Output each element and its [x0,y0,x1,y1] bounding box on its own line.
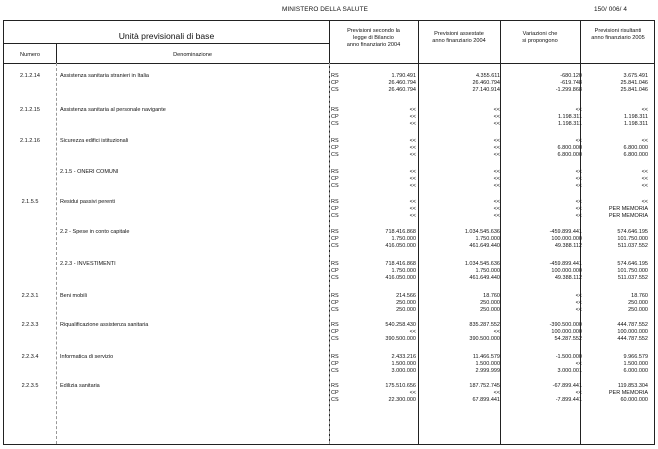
value-cell: << [641,176,648,182]
value-cell: << [493,169,500,175]
header-col1-line: legge di Bilancio [353,34,394,41]
header-denominazione: Denominazione [173,52,212,58]
value-cell: 187.752.745 [469,383,500,389]
value-cell: 574.646.195 [617,261,648,267]
value-cell: 835.287.552 [469,322,500,328]
row-kind-label: CP [331,268,339,274]
value-cell: 1.500.000 [391,361,416,367]
value-cell: 25.841.046 [620,80,648,86]
value-cell: PER MEMORIA [608,213,648,219]
row-code: 2.2.3.4 [21,354,39,360]
value-cell: << [409,152,416,158]
header-numero: Numero [20,52,40,58]
value-cell: 3.000.000 [391,368,416,374]
value-cell: 11.466.579 [472,354,500,360]
value-cell: 1.790.491 [391,73,416,79]
row-description: Riqualificazione assistenza sanitaria [60,322,149,328]
column-divider [500,21,501,444]
value-cell: 444.787.552 [617,322,648,328]
value-cell: 250.000 [480,307,500,313]
header-col3 [500,31,580,45]
value-cell: 250.000 [628,300,648,306]
value-cell: 718.416.868 [385,229,416,235]
value-cell: 25.841.046 [620,87,648,93]
row-kind-label: CP [331,390,339,396]
row-kind-label: CP [331,361,339,367]
value-cell: 390.500.000 [469,336,500,342]
value-cell: << [493,176,500,182]
value-cell: 1.500.000 [623,361,648,367]
value-cell: << [409,138,416,144]
value-cell: << [493,138,500,144]
value-cell: 27.140.914 [472,87,500,93]
row-code: 2.1.2.14 [20,73,40,79]
value-cell: 1.750.000 [391,236,416,242]
value-cell: 250.000 [480,300,500,306]
page-reference: 150/ 006/ 4 [594,6,628,13]
row-kind-label: CP [331,114,339,120]
row-kind-label: RS [331,229,339,235]
header-col1-line: anno finanziario 2004 [346,41,401,48]
value-cell: << [575,206,582,212]
row-description: 2.2.3 - INVESTIMENTI [60,261,116,267]
value-cell: 67.899.441 [472,397,500,403]
row-kind-label: CP [331,300,339,306]
value-cell: << [409,206,416,212]
value-cell: -390.500.000 [549,322,582,328]
row-description: Edilizia sanitaria [60,383,100,389]
value-cell: -1.299.868 [555,87,582,93]
value-cell: 250.000 [628,307,648,313]
unit-title: Unità previsionali di base [118,31,215,41]
value-cell: 101.750.000 [617,268,648,274]
value-cell: 718.416.868 [385,261,416,267]
row-description: 2.1.5 - ONERI COMUNI [60,169,119,175]
value-cell: 250.000 [396,300,416,306]
value-cell: 4.355.611 [475,73,500,79]
row-description: Residui passivi perenti [60,199,116,205]
value-cell: 100.000.000 [551,329,582,335]
value-cell: 461.649.440 [469,275,500,281]
value-cell: 49.388.112 [554,243,582,249]
value-cell: 1.500.000 [475,361,500,367]
value-cell: << [493,121,500,127]
header-col3-line: si propongono [522,37,558,44]
value-cell: 119.853.304 [617,383,648,389]
header-col2 [418,31,500,45]
row-kind-label: CS [331,152,339,158]
row-kind-label: CP [331,80,339,86]
value-cell: 60.000.000 [620,397,648,403]
value-cell: << [575,390,582,396]
value-cell: 3.000.001 [557,368,582,374]
value-cell: << [493,152,500,158]
value-cell: 101.750.000 [617,236,648,242]
row-description: 2.2 - Spese in conto capitale [60,229,130,235]
row-kind-label: RS [331,293,339,299]
value-cell: << [575,138,582,144]
row-kind-label: CP [331,236,339,242]
value-cell: 1.198.311 [557,114,582,120]
value-cell: << [641,183,648,189]
value-cell: PER MEMORIA [608,206,648,212]
value-cell: 2.999.999 [475,368,500,374]
row-kind-label: CP [331,176,339,182]
header-col3-line: Variazioni che [522,31,558,37]
value-cell: 18.760 [631,293,648,299]
value-cell: << [493,213,500,219]
value-cell: -680.120 [560,73,582,79]
value-cell: << [575,107,582,113]
header-col4 [580,28,656,42]
row-kind-label: RS [331,354,339,360]
value-cell: 250.000 [396,307,416,313]
value-cell: -67.899.441 [552,383,582,389]
row-description: Assistenza sanitaria al personale navigante [60,107,166,113]
value-cell: 1.750.000 [475,236,500,242]
value-cell: 26.460.794 [472,80,500,86]
row-code: 2.1.2.16 [20,138,40,144]
value-cell: 18.760 [483,293,500,299]
value-cell: 26.460.794 [388,87,416,93]
row-kind-label: CS [331,397,339,403]
row-code: 2.1.2.15 [20,107,40,113]
row-kind-label: RS [331,322,339,328]
value-cell: PER MEMORIA [608,390,648,396]
row-kind-label: RS [331,107,339,113]
value-cell: -619.748 [560,80,582,86]
row-kind-label: CS [331,213,339,219]
value-cell: << [575,293,582,299]
value-cell: 175.510.656 [385,383,416,389]
value-cell: 1.198.311 [557,121,582,127]
row-kind-label: CS [331,307,339,313]
value-cell: 6.800.000 [557,145,582,151]
row-kind-label: CP [331,206,339,212]
column-divider [418,21,419,444]
value-cell: << [493,114,500,120]
value-cell: 3.675.491 [623,73,648,79]
value-cell: 1.750.000 [475,268,500,274]
value-cell: 100.000.000 [551,268,582,274]
value-cell: 574.646.195 [617,229,648,235]
row-description: Sicurezza edifici istituzionali [60,138,129,144]
header-col4-line: anno finanziario 2005 [591,34,645,41]
row-kind-label: RS [331,73,339,79]
value-cell: 1.034.545.636 [464,261,500,267]
header-col4-line: Previsioni risultanti [594,28,642,34]
value-cell: 6.800.000 [623,152,648,158]
row-kind-label: RS [331,383,339,389]
row-code: 2.1.5.5 [21,199,39,205]
value-cell: << [409,213,416,219]
value-cell: << [409,107,416,113]
value-cell: << [575,213,582,219]
value-cell: 511.037.552 [617,275,648,281]
row-kind-label: CS [331,368,339,374]
row-kind-label: CS [331,121,339,127]
value-cell: 100.000.000 [617,329,648,335]
row-kind-label: CP [331,145,339,151]
value-cell: 26.460.794 [388,80,416,86]
value-cell: -459.899.441 [549,229,582,235]
value-cell: 1.198.311 [623,114,648,120]
value-cell: -1.500.000 [555,354,582,360]
value-cell: << [493,107,500,113]
value-cell: 2.433.216 [391,354,416,360]
value-cell: << [575,169,582,175]
value-cell: << [575,176,582,182]
row-kind-label: RS [331,199,339,205]
value-cell: 1.750.000 [391,268,416,274]
row-kind-label: CP [331,329,339,335]
value-cell: 54.287.552 [554,336,582,342]
value-cell: << [641,107,648,113]
row-kind-label: CS [331,243,339,249]
value-cell: 214.566 [396,293,416,299]
row-description: Assistenza sanitaria stranieri in Italia [60,73,149,79]
value-cell: 6.000.000 [623,368,648,374]
value-cell: 390.500.000 [385,336,416,342]
value-cell: 49.388.112 [554,275,582,281]
value-cell: 22.300.000 [388,397,416,403]
value-cell: << [409,176,416,182]
value-cell: << [641,169,648,175]
value-cell: << [575,307,582,313]
value-cell: 9.966.579 [623,354,648,360]
value-cell: << [493,329,500,335]
row-code: 2.2.3.5 [21,383,39,389]
header-col1 [329,28,418,48]
value-cell: << [409,390,416,396]
row-kind-label: CS [331,336,339,342]
value-cell: << [575,361,582,367]
value-cell: 6.800.000 [557,152,582,158]
value-cell: 540.258.430 [385,322,416,328]
value-cell: << [493,199,500,205]
value-cell: 6.800.000 [623,145,648,151]
value-cell: << [493,206,500,212]
value-cell: << [641,138,648,144]
value-cell: << [575,199,582,205]
value-cell: << [575,183,582,189]
body-divider [329,63,330,444]
ministry-header: MINISTERO DELLA SALUTE [282,6,369,13]
value-cell: << [409,121,416,127]
row-kind-label: CS [331,87,339,93]
value-cell: << [409,169,416,175]
row-kind-label: RS [331,138,339,144]
row-description: Beni mobili [60,293,87,299]
row-code: 2.2.3.1 [21,293,39,299]
header-subdivider [4,43,329,44]
value-cell: 1.034.545.636 [464,229,500,235]
value-cell: -7.899.441 [555,397,582,403]
row-code: 2.2.3.3 [21,322,39,328]
value-cell: 444.787.552 [617,336,648,342]
value-cell: -459.899.441 [549,261,582,267]
body-divider [56,63,57,444]
row-kind-label: RS [331,261,339,267]
value-cell: << [493,183,500,189]
value-cell: 100.000.000 [551,236,582,242]
value-cell: 511.037.552 [617,243,648,249]
row-kind-label: CS [331,275,339,281]
value-cell: << [493,145,500,151]
row-description: Informatica di servizio [60,354,114,360]
value-cell: << [493,390,500,396]
value-cell: << [575,300,582,306]
value-cell: 1.198.311 [623,121,648,127]
row-kind-label: CS [331,183,339,189]
header-col1-line: Previsioni secondo la [347,28,400,34]
value-cell: << [409,183,416,189]
row-kind-label: RS [331,169,339,175]
header-col2-line: Previsioni assestate [434,31,484,37]
value-cell: << [641,199,648,205]
value-cell: << [409,329,416,335]
budget-table [3,20,655,445]
value-cell: 461.649.440 [469,243,500,249]
value-cell: << [409,199,416,205]
value-cell: << [409,114,416,120]
value-cell: << [409,145,416,151]
header-col2-line: anno finanziario 2004 [432,37,486,44]
value-cell: 416.050.000 [385,243,416,249]
value-cell: 416.050.000 [385,275,416,281]
